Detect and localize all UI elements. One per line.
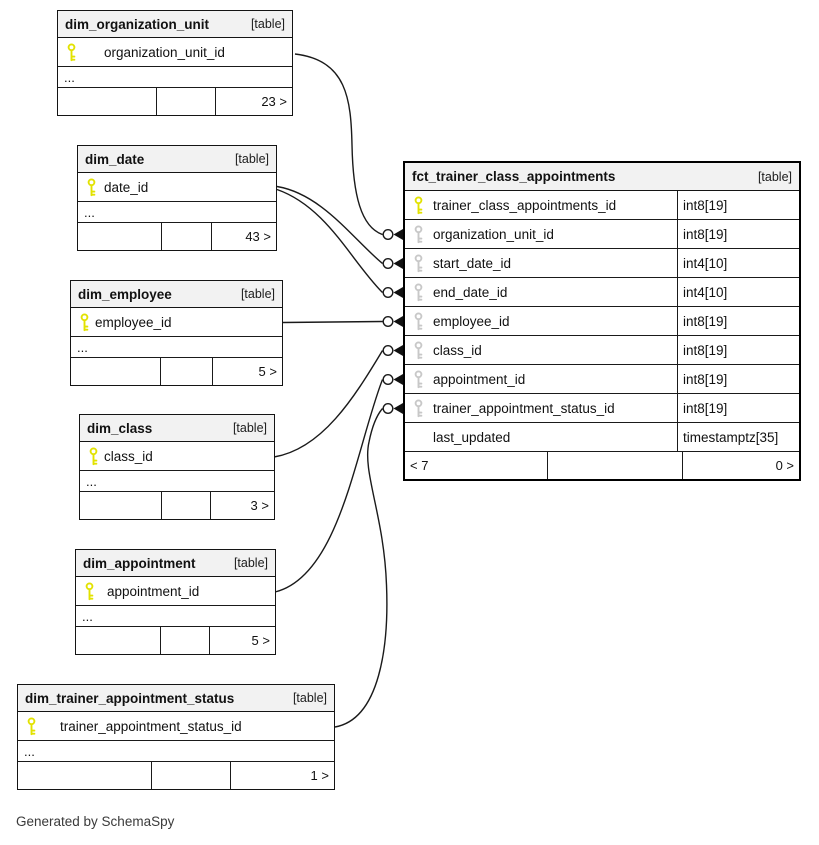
column-row: [405, 336, 799, 365]
table-header: [71, 281, 282, 308]
fk-endpoint-marker: [383, 229, 403, 240]
foreign-key-icon: [413, 312, 425, 331]
column-row: [58, 38, 292, 67]
relationship-line-appointment: [275, 380, 383, 593]
footer-cell: [58, 88, 156, 115]
more-columns-row: ...: [71, 337, 282, 358]
primary-key-icon: [86, 178, 98, 197]
fk-endpoint-marker: [383, 374, 403, 385]
table-footer: [80, 492, 274, 519]
column-type: int8[19]: [677, 336, 799, 364]
more-columns-row: ...: [18, 741, 334, 762]
column-name: date_id: [104, 179, 149, 195]
table-header: [76, 550, 275, 577]
column-row: [405, 249, 799, 278]
footer-cell: [156, 88, 215, 115]
table-dim-appointment[interactable]: [75, 549, 276, 655]
table-fct-trainer-class-appointments[interactable]: [403, 161, 801, 481]
primary-key-icon: [413, 196, 425, 215]
column-row: [78, 173, 276, 202]
column-type: int8[19]: [677, 394, 799, 422]
primary-key-icon: [66, 43, 78, 62]
table-type-badge: [table]: [233, 556, 268, 570]
table-header: [78, 146, 276, 173]
column-row: [405, 423, 799, 452]
column-name: appointment_id: [107, 583, 200, 599]
column-name: organization_unit_id: [104, 44, 225, 60]
footer-cell: [18, 762, 151, 789]
table-name[interactable]: dim_date: [85, 151, 145, 167]
relationship-line-date-start: [277, 187, 383, 264]
column-name: last_updated: [433, 429, 511, 445]
column-row: [71, 308, 282, 337]
table-footer: [405, 452, 799, 479]
column-row: [405, 191, 799, 220]
footer-cell: [78, 223, 161, 250]
related-count[interactable]: 5 >: [212, 358, 282, 385]
children-count[interactable]: 0 >: [682, 452, 799, 479]
table-dim-trainer-appointment-status[interactable]: [17, 684, 335, 790]
column-row: [76, 577, 275, 606]
column-name: trainer_class_appointments_id: [433, 197, 617, 213]
foreign-key-icon: [413, 254, 425, 273]
column-row: [18, 712, 334, 741]
column-type: timestamptz[35]: [677, 423, 799, 451]
footer-cell: [547, 452, 682, 479]
column-name: class_id: [433, 342, 482, 358]
relationship-line-employee: [283, 322, 383, 323]
column-type: int8[19]: [677, 220, 799, 248]
table-type-badge: [table]: [292, 691, 327, 705]
fk-endpoint-marker: [383, 316, 403, 327]
foreign-key-icon: [413, 399, 425, 418]
table-type-badge: [table]: [234, 152, 269, 166]
column-type: int8[19]: [677, 191, 799, 219]
table-dim-class[interactable]: [79, 414, 275, 520]
table-dim-date[interactable]: [77, 145, 277, 251]
column-name: class_id: [104, 448, 153, 464]
column-name: organization_unit_id: [433, 226, 554, 242]
table-header: [80, 415, 274, 442]
primary-key-icon: [88, 447, 100, 466]
column-name: employee_id: [433, 313, 510, 329]
column-row: [405, 220, 799, 249]
table-name[interactable]: fct_trainer_class_appointments: [412, 169, 616, 184]
column-row: [405, 307, 799, 336]
column-type: int4[10]: [677, 249, 799, 277]
more-columns-row: ...: [76, 606, 275, 627]
foreign-key-icon: [413, 370, 425, 389]
primary-key-icon: [79, 313, 91, 332]
fk-endpoint-marker: [383, 345, 403, 356]
foreign-key-icon: [413, 283, 425, 302]
column-name: trainer_appointment_status_id: [433, 400, 615, 416]
related-count[interactable]: 43 >: [211, 223, 276, 250]
more-columns-row: ...: [58, 67, 292, 88]
column-type: int8[19]: [677, 307, 799, 335]
table-footer: [18, 762, 334, 789]
table-footer: [78, 223, 276, 250]
column-name: trainer_appointment_status_id: [60, 718, 242, 734]
table-type-badge: [table]: [232, 421, 267, 435]
column-row: [405, 278, 799, 307]
table-dim-organization-unit[interactable]: [57, 10, 293, 116]
column-row: [405, 394, 799, 423]
table-type-badge: [table]: [250, 17, 285, 31]
foreign-key-icon: [413, 225, 425, 244]
related-count[interactable]: 23 >: [215, 88, 292, 115]
column-type: int4[10]: [677, 278, 799, 306]
table-name[interactable]: dim_appointment: [83, 555, 196, 571]
more-columns-row: ...: [80, 471, 274, 492]
footer-cell: [80, 492, 161, 519]
primary-key-icon: [84, 582, 96, 601]
table-name[interactable]: dim_employee: [78, 286, 172, 302]
footer-cell: [160, 627, 210, 654]
footer-cell: [161, 492, 210, 519]
fk-endpoint-marker: [383, 287, 403, 298]
table-type-badge: [table]: [757, 169, 792, 184]
column-name: appointment_id: [433, 371, 526, 387]
fk-endpoint-marker: [383, 258, 403, 269]
column-name: end_date_id: [433, 284, 508, 300]
column-type: int8[19]: [677, 365, 799, 393]
relationship-line-class: [274, 351, 383, 458]
fk-endpoint-markers: [383, 229, 403, 414]
primary-key-icon: [26, 717, 38, 736]
footer-cell: [160, 358, 213, 385]
relationship-line-date-end: [277, 190, 383, 293]
table-header: [405, 163, 799, 191]
generator-credit: Generated by SchemaSpy: [16, 814, 175, 829]
column-row: [80, 442, 274, 471]
more-columns-row: ...: [78, 202, 276, 223]
related-count[interactable]: 5 >: [209, 627, 275, 654]
column-row: [405, 365, 799, 394]
footer-cell: [71, 358, 160, 385]
column-name: employee_id: [95, 314, 172, 330]
table-header: [18, 685, 334, 712]
table-dim-employee[interactable]: [70, 280, 283, 386]
table-type-badge: [table]: [240, 287, 275, 301]
footer-cell: [161, 223, 211, 250]
related-count[interactable]: 1 >: [230, 762, 334, 789]
table-footer: [76, 627, 275, 654]
table-name[interactable]: dim_trainer_appointment_status: [25, 690, 235, 706]
fk-endpoint-marker: [383, 403, 403, 414]
related-count[interactable]: 3 >: [210, 492, 274, 519]
column-name: start_date_id: [433, 255, 512, 271]
table-name[interactable]: dim_class: [87, 420, 153, 436]
table-footer: [58, 88, 292, 115]
table-footer: [71, 358, 282, 385]
foreign-key-icon: [413, 341, 425, 360]
table-name[interactable]: dim_organization_unit: [65, 16, 210, 32]
footer-cell: [76, 627, 160, 654]
table-header: [58, 11, 292, 38]
relationship-line-status: [335, 409, 387, 728]
parent-count[interactable]: < 7: [410, 458, 429, 473]
footer-cell: [151, 762, 230, 789]
